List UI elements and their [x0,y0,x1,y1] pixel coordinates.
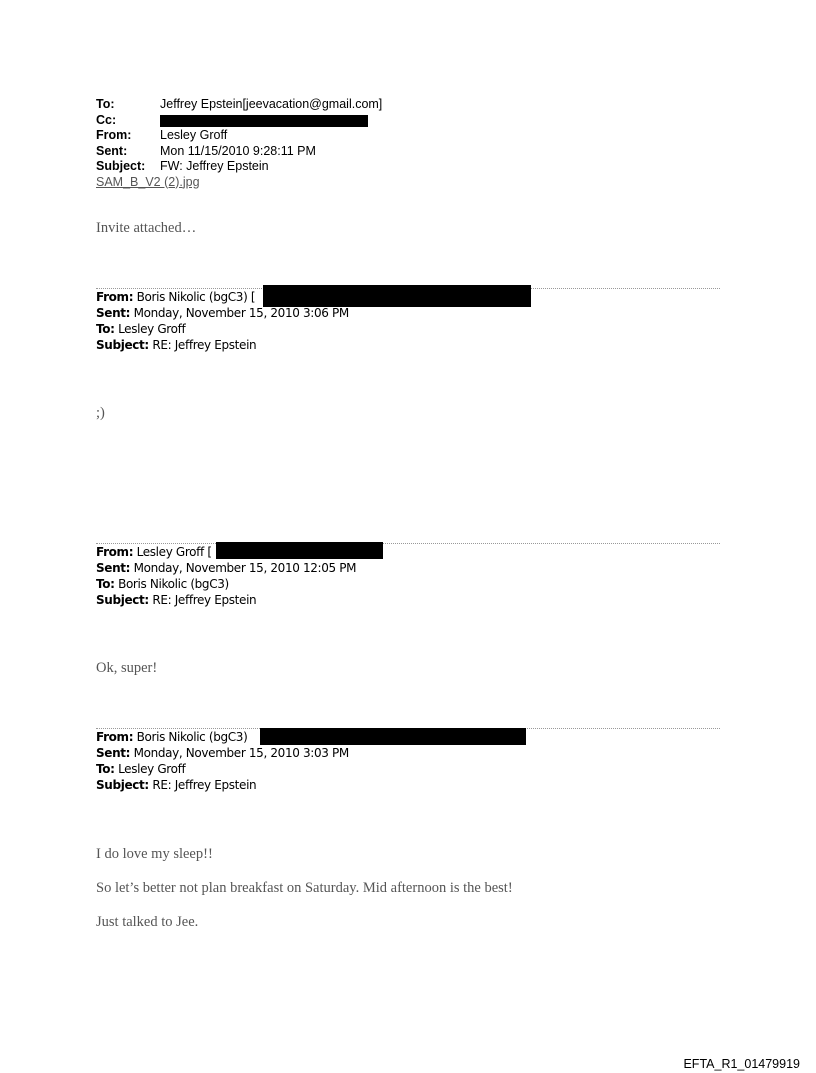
message-meta [96,544,356,608]
meta-sent-label: Sent: [96,746,131,760]
meta-sent-value: Monday, November 15, 2010 3:06 PM [133,306,349,320]
body-talked: Just talked to Jee. [96,914,199,930]
meta-to-value: Lesley Groff [118,762,186,776]
meta-sent-value: Monday, November 15, 2010 3:03 PM [133,746,349,760]
subject-row [96,159,382,175]
meta-sent-row [96,745,349,761]
cc-row [96,113,382,129]
meta-from-row [96,729,349,745]
from-redaction [263,285,531,307]
from-redaction [216,542,383,559]
meta-from-row [96,544,356,560]
cc-label: Cc: [96,112,117,127]
meta-subject-row [96,777,349,793]
meta-sent-row [96,305,349,321]
meta-from-value: Lesley Groff [ [136,545,212,559]
meta-to-value: Lesley Groff [118,322,186,336]
to-label: To: [96,97,115,111]
meta-from-value: Boris Nikolic (bgC3) [ [136,290,256,304]
body-wink: ;) [96,405,105,421]
meta-subject-row [96,337,349,353]
to-value: Jeffrey Epstein[jeevacation@gmail.com] [160,97,383,111]
body-sleep: I do love my sleep!! [96,846,213,862]
meta-sent-row [96,560,356,576]
meta-sent-value: Monday, November 15, 2010 12:05 PM [133,561,357,575]
to-row [96,97,382,113]
cc-redaction [160,115,368,127]
meta-from-value: Boris Nikolic (bgC3) [136,730,248,744]
meta-from-label: From: [96,730,134,744]
meta-from-label: From: [96,545,134,559]
meta-subject-label: Subject: [96,593,149,607]
meta-subject-value: RE: Jeffrey Epstein [152,778,257,792]
meta-to-row [96,576,356,592]
document-id: EFTA_R1_01479919 [683,1057,800,1071]
meta-to-label: To: [96,762,115,776]
from-label: From: [96,128,132,142]
meta-to-row [96,321,349,337]
email-header [96,97,382,190]
body-breakfast: So let’s better not plan breakfast on Saturday. Mid afternoon is the best! [96,880,513,896]
meta-to-label: To: [96,577,115,591]
body-ok: Ok, super! [96,660,158,676]
from-redaction [260,728,526,745]
subject-value: FW: Jeffrey Epstein [160,159,269,173]
meta-sent-label: Sent: [96,306,131,320]
sent-row [96,144,382,160]
sent-label: Sent: [96,143,128,158]
meta-subject-label: Subject: [96,338,149,352]
meta-subject-row [96,592,356,608]
from-value: Lesley Groff [160,128,228,142]
from-row [96,128,382,144]
attachment-link[interactable]: SAM_B_V2 (2).jpg [96,174,200,189]
meta-subject-value: RE: Jeffrey Epstein [152,593,257,607]
meta-to-label: To: [96,322,115,336]
meta-to-row [96,761,349,777]
meta-sent-label: Sent: [96,561,131,575]
meta-subject-label: Subject: [96,778,149,792]
meta-subject-value: RE: Jeffrey Epstein [152,338,257,352]
subject-label: Subject: [96,159,146,173]
meta-to-value: Boris Nikolic (bgC3) [118,577,229,591]
body-invite: Invite attached… [96,220,197,236]
meta-from-row [96,289,349,305]
meta-from-label: From: [96,290,134,304]
message-meta [96,289,349,353]
message-meta [96,729,349,793]
sent-value: Mon 11/15/2010 9:28:11 PM [160,143,316,158]
